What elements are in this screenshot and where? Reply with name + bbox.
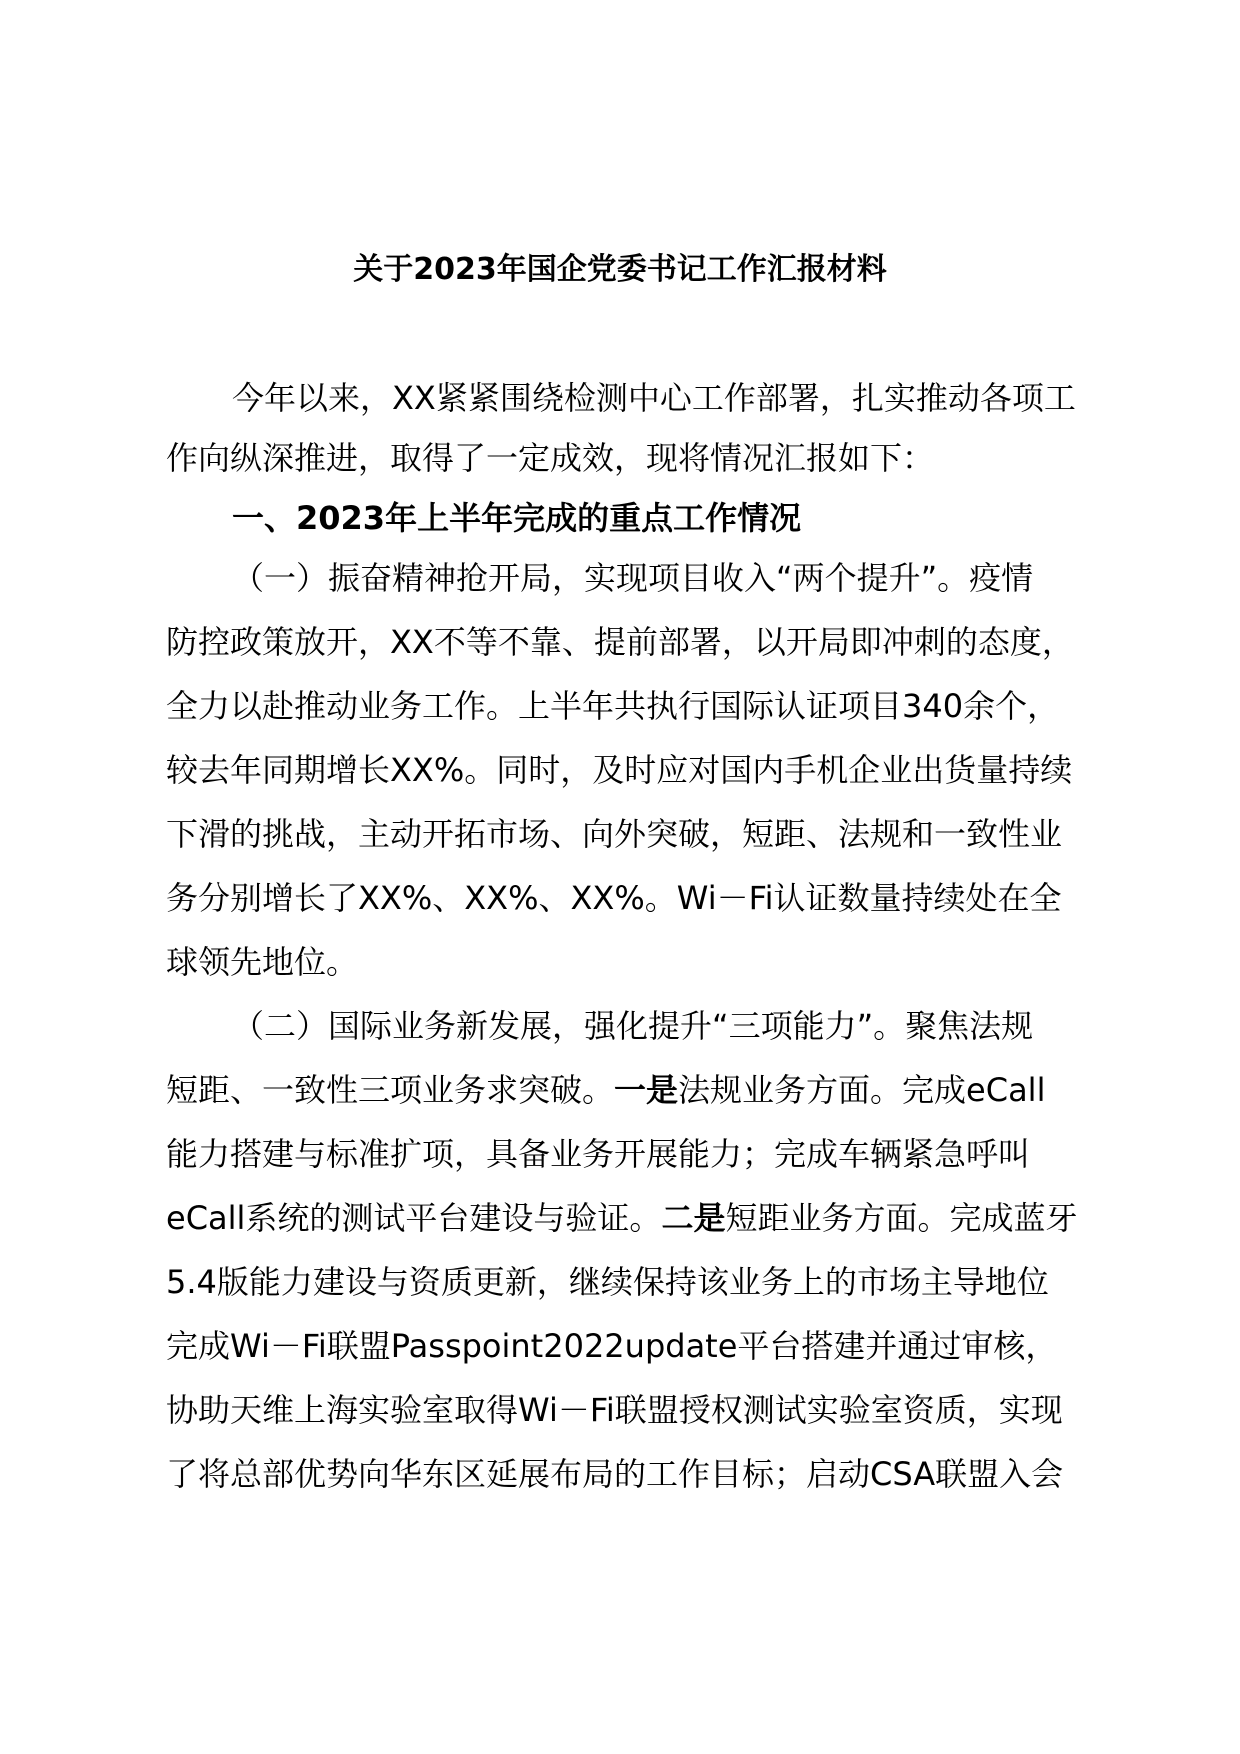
line-text: eCall系统的测试平台建设与验证。 (166, 1199, 662, 1237)
paragraph-line: 全力以赴推动业务工作。上半年共执行国际认证项目340余个， (166, 687, 1060, 725)
emphasis-text: 一是 (614, 1071, 679, 1109)
section-heading: 一、2023年上半年完成的重点工作情况 (232, 499, 802, 537)
line-text: 短距业务方面。完成蓝牙 (725, 1199, 1078, 1237)
paragraph-line: 球领先地位。 (166, 943, 359, 981)
paragraph-line (166, 1196, 1077, 1240)
paragraph-line: 务分别增长了XX%、XX%、XX%。Wi－Fi认证数量持续处在全 (166, 879, 1062, 917)
paragraph-line: （一）振奋精神抢开局，实现项目收入“两个提升”。疫情 (232, 559, 1034, 597)
document-title: 关于2023年国企党委书记工作汇报材料 (353, 252, 887, 287)
line-text: 法规业务方面。完成eCall (678, 1071, 1046, 1109)
paragraph-line: 能力搭建与标准扩项，具备业务开展能力；完成车辆紧急呼叫 (166, 1135, 1031, 1173)
paragraph-line: 今年以来，XX紧紧围绕检测中心工作部署，扎实推动各项工 (232, 379, 1076, 417)
paragraph-line: 作向纵深推进，取得了一定成效，现将情况汇报如下： (166, 439, 935, 477)
paragraph-line: 5.4版能力建设与资质更新，继续保持该业务上的市场主导地位 (166, 1263, 1049, 1301)
paragraph-line: （二）国际业务新发展，强化提升“三项能力”。聚焦法规 (232, 1007, 1034, 1045)
paragraph-line: 下滑的挑战，主动开拓市场、向外突破，短距、法规和一致性业 (166, 815, 1063, 853)
paragraph-line (166, 1068, 1045, 1112)
paragraph-line: 完成Wi－Fi联盟Passpoint2022update平台搭建并通过审核， (166, 1327, 1058, 1365)
paragraph-line: 较去年同期增长XX%。同时，及时应对国内手机企业出货量持续 (166, 751, 1073, 789)
paragraph-line: 防控政策放开，XX不等不靠、提前部署，以开局即冲刺的态度， (166, 623, 1074, 661)
paragraph-line: 协助天维上海实验室取得Wi－Fi联盟授权测试实验室资质，实现 (166, 1391, 1063, 1429)
emphasis-text: 二是 (661, 1199, 726, 1237)
paragraph-line: 了将总部优势向华东区延展布局的工作目标；启动CSA联盟入会 (166, 1455, 1064, 1493)
line-text: 短距、一致性三项业务求突破。 (166, 1071, 615, 1109)
